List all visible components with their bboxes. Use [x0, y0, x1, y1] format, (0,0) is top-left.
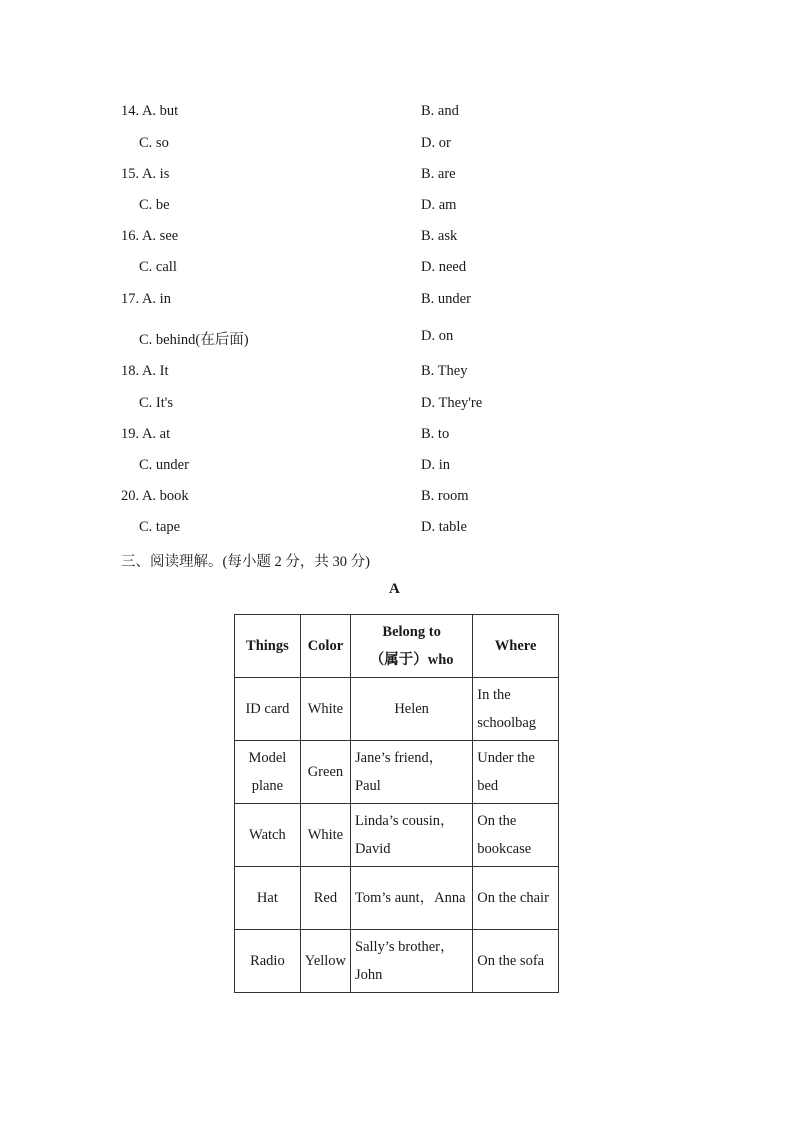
passage-label: A: [389, 581, 400, 597]
option-c: C. It's: [139, 395, 174, 411]
question-19: [121, 426, 170, 443]
cell-where: On the sofa: [473, 930, 559, 993]
option-d: D. in: [421, 457, 450, 473]
option-b: B. to: [421, 426, 450, 442]
question-number: 18.: [121, 363, 140, 379]
header-belong-to-line1: Belong to: [382, 624, 441, 640]
option-c: C. call: [139, 259, 177, 275]
reading-table: [234, 614, 559, 993]
option-b: B. and: [421, 103, 459, 119]
header-things: Things: [235, 615, 301, 678]
option-d: D. table: [421, 519, 467, 535]
header-belong-to-line2: （属于）who: [369, 652, 454, 668]
cell-owner: Jane’s friend，Paul: [351, 741, 473, 804]
option-b: B. room: [421, 488, 469, 504]
cell-color: White: [300, 804, 350, 867]
option-c: C. behind(在后面): [139, 332, 249, 348]
option-d: D. on: [421, 328, 454, 344]
question-14: [121, 103, 178, 120]
cell-thing: Hat: [235, 867, 301, 930]
cell-thing: Radio: [235, 930, 301, 993]
option-a: A. in: [141, 291, 171, 307]
cell-owner: Linda’s cousin，David: [351, 804, 473, 867]
option-d: D. They're: [421, 395, 483, 411]
section-title: 三、阅读理解。(每小题 2 分，共 30 分): [121, 554, 370, 570]
question-number: 16.: [121, 228, 140, 244]
cell-owner: Helen: [351, 678, 473, 741]
option-a: A. at: [141, 426, 171, 442]
cell-thing: Model plane: [235, 741, 301, 804]
option-a: A. is: [141, 166, 170, 182]
header-color: Color: [300, 615, 350, 678]
question-20: [121, 488, 189, 505]
table-row: [235, 867, 559, 930]
cell-owner: Tom’s aunt，Anna: [351, 867, 473, 930]
cell-color: Yellow: [300, 930, 350, 993]
table-header-row: [235, 615, 559, 678]
option-a: A. It: [141, 363, 169, 379]
table-row: [235, 804, 559, 867]
cell-where: On the bookcase: [473, 804, 559, 867]
option-a: A. book: [141, 488, 189, 504]
option-d: D. am: [421, 197, 457, 213]
option-d: D. need: [421, 259, 467, 275]
option-a: A. see: [141, 228, 179, 244]
question-number: 19.: [121, 426, 140, 442]
question-number: 20.: [121, 488, 140, 504]
question-number: 15.: [121, 166, 140, 182]
cell-color: Red: [300, 867, 350, 930]
cell-thing: Watch: [235, 804, 301, 867]
cell-color: White: [300, 678, 350, 741]
option-c: C. under: [139, 457, 189, 473]
option-b: B. are: [421, 166, 456, 182]
table-row: [235, 930, 559, 993]
question-16: [121, 228, 178, 245]
option-d: D. or: [421, 135, 451, 151]
option-c: C. tape: [139, 519, 181, 535]
question-number: 17.: [121, 291, 140, 307]
option-c: C. so: [139, 135, 169, 151]
cell-color: Green: [300, 741, 350, 804]
cell-owner: Sally’s brother，John: [351, 930, 473, 993]
option-c: C. be: [139, 197, 170, 213]
question-18: [121, 363, 169, 380]
header-belong-to: [351, 615, 473, 678]
option-a: A. but: [141, 103, 179, 119]
cell-where: Under the bed: [473, 741, 559, 804]
table-row: [235, 741, 559, 804]
question-number: 14.: [121, 103, 140, 119]
option-b: B. under: [421, 291, 471, 307]
option-b: B. They: [421, 363, 468, 379]
table-row: [235, 678, 559, 741]
question-15: [121, 166, 169, 183]
question-17: [121, 291, 171, 308]
cell-thing: ID card: [235, 678, 301, 741]
header-where: Where: [473, 615, 559, 678]
cell-where: In the schoolbag: [473, 678, 559, 741]
option-b: B. ask: [421, 228, 458, 244]
cell-where: On the chair: [473, 867, 559, 930]
